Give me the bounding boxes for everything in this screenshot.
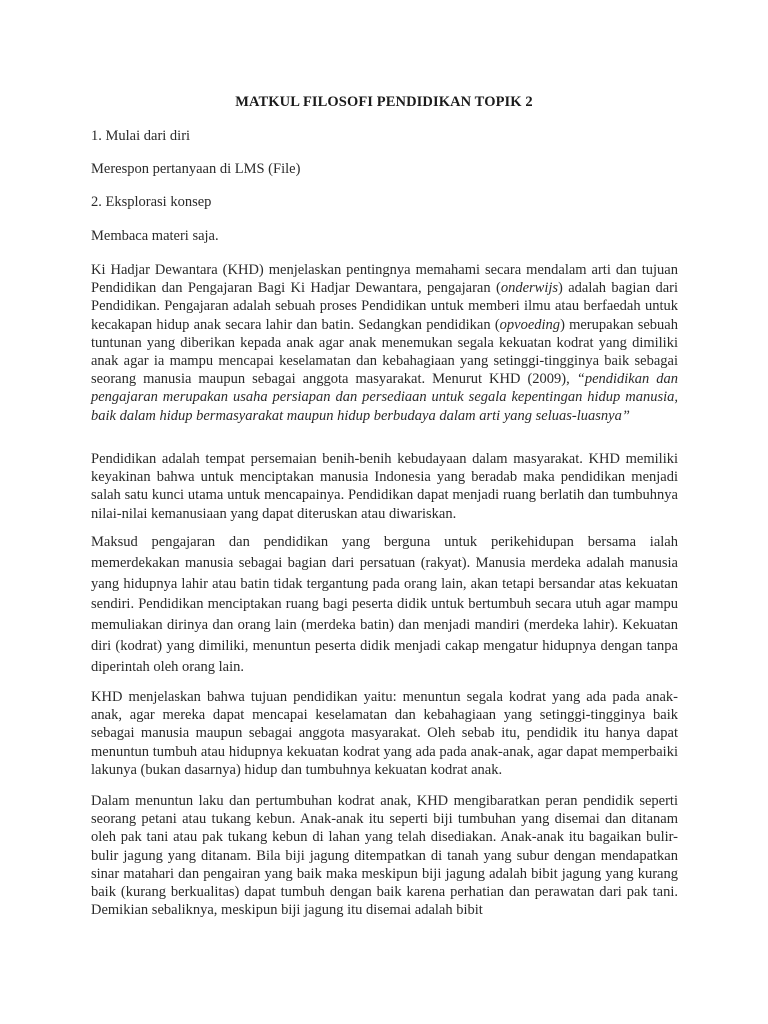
paragraph-text: Ki Hadjar Dewantara (KHD) menjelaskan pentingnya memahami secara mendalam arti dan tujuan Pendidikan dan Pengajaran Bagi Ki Hadjar Dewantara, pengajaran ( (91, 262, 678, 297)
italic-term-onderwijs: onderwijs (500, 280, 559, 297)
paragraph-petani-analogy: Dalam menuntun laku dan pertumbuhan kodrat anak, KHD mengibaratkan peran pendidik seperti seorang petani atau tukang kebun. Anak-anak itu seperti biji tumbuhan yang disemai dan ditanam oleh pak tani atau pak tukang kebun di lahan yang telah disediakan. Anak-anak itu bagaikan bulir-bulir jagung yang ditanam. Bila biji jagung ditempatkan di tanah yang subur dengan mendapatkan sinar matahari dan pengairan yang baik maka meskipun biji jagung adalah bibit jagung yang kurang baik (kurang berkualitas) dapat tumbuh dengan baik karena perhatian dan perawatan dari pak tani. Demikian sebaliknya, meskipun biji jagung itu disemai adalah bibit (91, 793, 678, 919)
italic-term-opvoeding: opvoeding (499, 316, 561, 333)
khd-quote: “pendidikan dan pengajaran merupakan usaha persiapan dan persediaan untuk segala kepentingan hidup manusia, baik dalam hidup bermasyarakat maupun hidup berbudaya dalam arti yang seluas-luasnya” (91, 371, 678, 424)
paragraph-text: ) adalah bagian dari Pendidikan. Pengajaran adalah sebuah proses Pendidikan untuk memberi ilmu atau berfaedah untuk kecakapan hidup anak secara lahir dan batin. Sedangkan pendidikan ( (91, 280, 679, 333)
paragraph-khd-definition (91, 261, 678, 425)
paragraph-pendidikan-persemaian: Pendidikan adalah tempat persemaian benih-benih kebudayaan dalam masyarakat. KHD memiliki keyakinan bahwa untuk menciptakan manusia Indonesia yang beradab maka pendidikan menjadi salah satu kunci utama untuk mencapainya. Pendidikan dapat menjadi ruang berlatih dan tumbuhnya nilai-nilai kemanusiaan yang dapat diteruskan atau diwariskan. (91, 451, 678, 522)
document-title: MATKUL FILOSOFI PENDIDIKAN TOPIK 2 (235, 94, 533, 110)
section-2-text: Membaca materi saja. (91, 228, 219, 244)
paragraph-text: ) merupakan sebuah tuntunan yang diberikan kepada anak agar anak menemukan segala kekuatan kodrat yang dimiliki anak agar ia mampu mencapai keselamatan dan kebahagiaan yang setinggi-tingginya baik sebagai seorang manusia maupun sebagai anggota masyarakat. Menurut KHD (2009), (91, 316, 678, 388)
paragraph-tujuan-pendidikan: KHD menjelaskan bahwa tujuan pendidikan yaitu: menuntun segala kodrat yang ada pada anak-anak, agar mereka dapat mencapai keselamatan dan kebahagiaan yang setinggi-tingginya baik sebagai manusia maupun sebagai anggota masyarakat. Oleh sebab itu, pendidik itu hanya dapat menuntun tumbuh atau hidupnya kekuatan kodrat yang ada pada anak-anak, agar dapat memperbaiki lakunya (bukan dasarnya) hidup dan tumbuhnya kekuatan kodrat anak. (91, 689, 678, 778)
section-1-text: Merespon pertanyaan di LMS (File) (91, 161, 301, 177)
paragraph-maksud-pengajaran: Maksud pengajaran dan pendidikan yang berguna untuk perikehidupan bersama ialah memerdekakan manusia sebagai bagian dari persatuan (rakyat). Manusia merdeka adalah manusia yang hidupnya lahir atau batin tidak tergantung pada orang lain, akan tetapi bersandar atas kekuatan sendiri. Pendidikan menciptakan ruang bagi peserta didik untuk bertumbuh secara utuh agar mampu memuliakan dirinya dan orang lain (merdeka batin) dan menjadi mandiri (merdeka lahir). Kekuatan diri (kodrat) yang dimiliki, menuntun peserta didik menjadi cakap mengatur hidupnya dengan tanpa diperintah oleh orang lain. (91, 534, 678, 675)
section-2-heading: 2. Eksplorasi konsep (91, 194, 212, 210)
section-1-heading: 1. Mulai dari diri (91, 128, 191, 144)
